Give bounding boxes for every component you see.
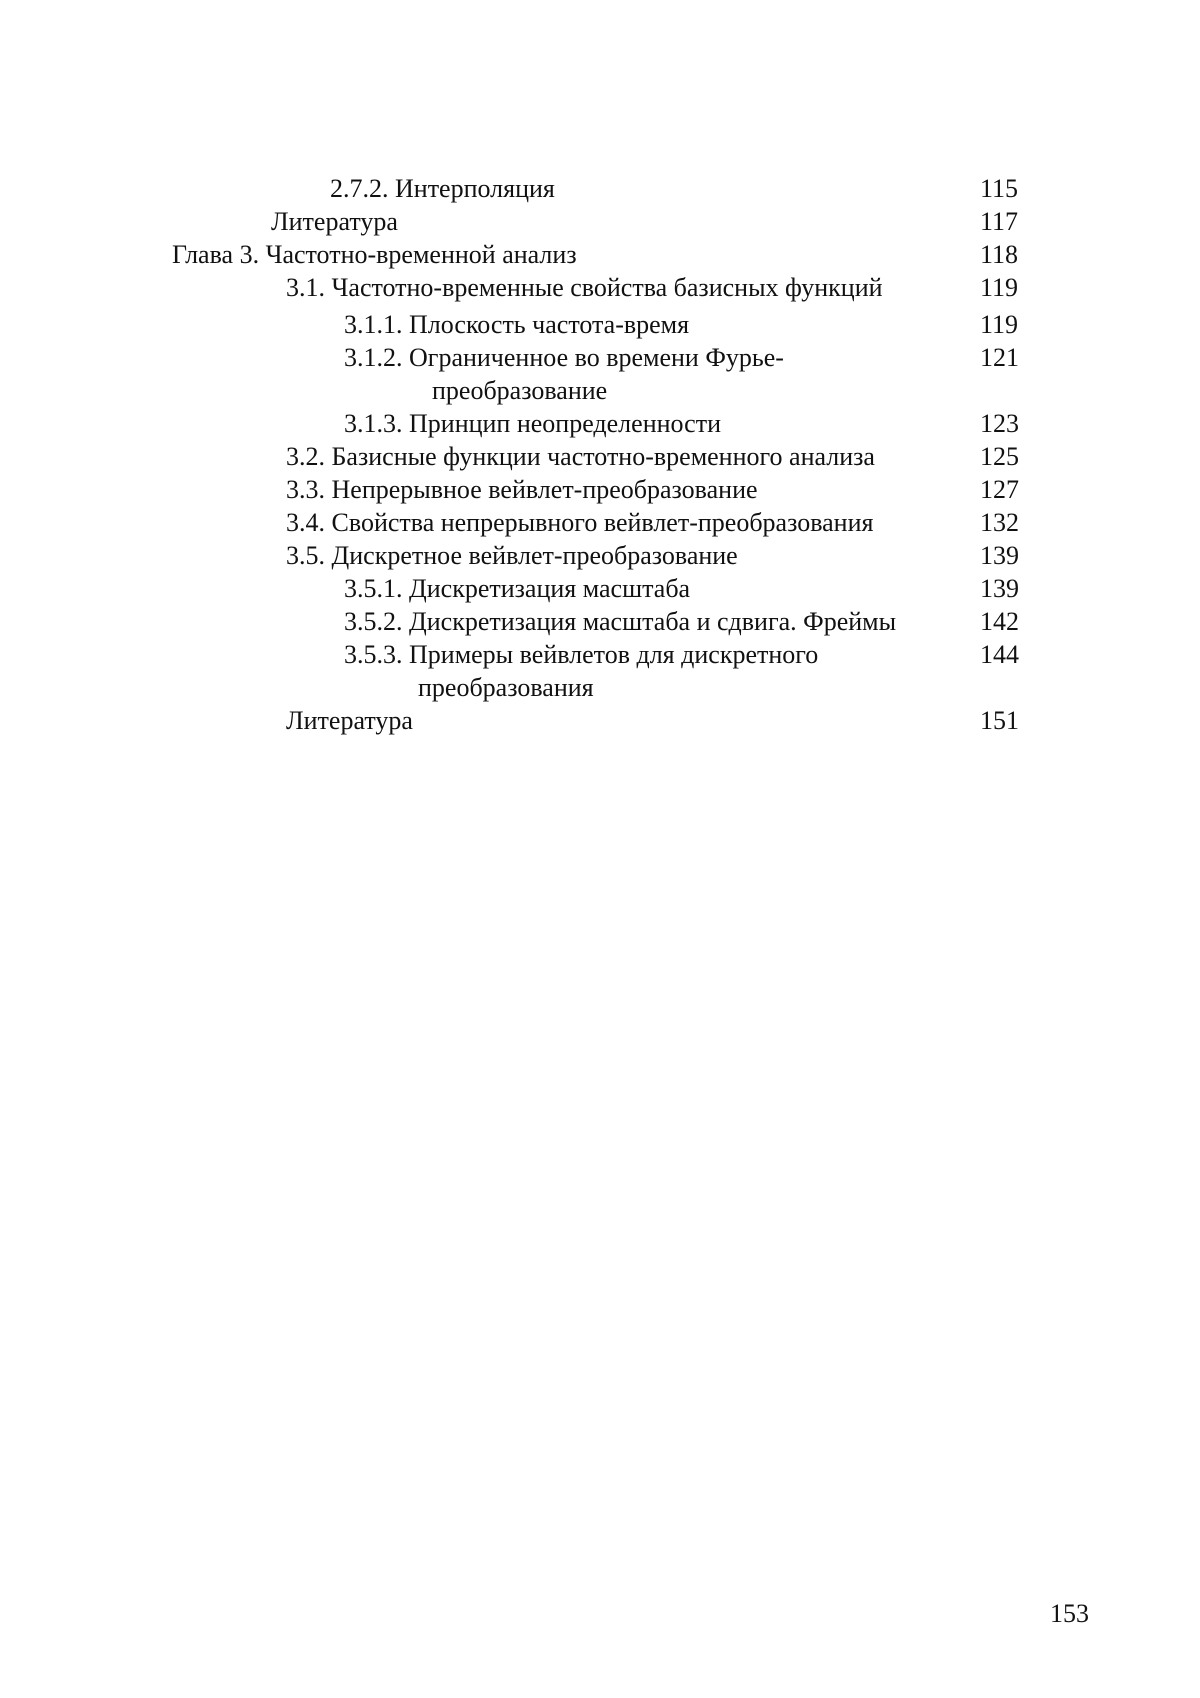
toc-entry-title: Литература bbox=[286, 706, 413, 735]
toc-entry-title: 3.1. Частотно-временные свойства базисных функций bbox=[286, 273, 883, 302]
toc-entry-title: 3.5.1. Дискретизация масштаба bbox=[344, 574, 691, 603]
toc-entry-page: 127 bbox=[980, 475, 1019, 504]
toc-entry-title: 3.1.2. Ограниченное во времени Фурье- bbox=[344, 343, 784, 372]
toc-entry-title: 3.4. Свойства непрерывного вейвлет-преобразования bbox=[286, 508, 874, 537]
toc-entry-page: 121 bbox=[980, 343, 1019, 372]
toc-entry-page: 118 bbox=[980, 240, 1019, 269]
toc-entry-title: 2.7.2. Интерполяция bbox=[330, 174, 555, 203]
toc-entry-title: Литература bbox=[271, 207, 398, 236]
toc-entry-title: Глава 3. Частотно-временной анализ bbox=[172, 240, 577, 269]
toc-entry-title-continuation: преобразования bbox=[418, 673, 594, 702]
toc-entry-page: 119 bbox=[980, 310, 1019, 339]
toc-entry-page: 139 bbox=[980, 574, 1019, 603]
toc-entry-page: 139 bbox=[980, 541, 1019, 570]
toc-entry-page: 117 bbox=[980, 207, 1019, 236]
toc-entry-page: 142 bbox=[980, 607, 1019, 636]
toc-entry-title: 3.5.3. Примеры вейвлетов для дискретного bbox=[344, 640, 819, 669]
toc-entry-title: 3.5.2. Дискретизация масштаба и сдвига. Фреймы bbox=[344, 607, 897, 636]
toc-entry-page: 144 bbox=[980, 640, 1019, 669]
toc-entry-page: 125 bbox=[980, 442, 1019, 471]
toc-entry-page: 115 bbox=[980, 174, 1019, 203]
toc-entry-title: 3.5. Дискретное вейвлет-преобразование bbox=[286, 541, 738, 570]
toc-entry-page: 119 bbox=[980, 273, 1019, 302]
page-number: 153 bbox=[1050, 1599, 1089, 1628]
toc-entry-title-continuation: преобразование bbox=[432, 376, 608, 405]
toc-entry-page: 132 bbox=[980, 508, 1019, 537]
toc-entry-title: 3.1.1. Плоскость частота-время bbox=[344, 310, 690, 339]
toc-entry-title: 3.2. Базисные функции частотно-временного анализа bbox=[286, 442, 875, 471]
toc-entry-title: 3.1.3. Принцип неопределенности bbox=[344, 409, 721, 438]
toc-entry-page: 151 bbox=[980, 706, 1019, 735]
toc-entry-title: 3.3. Непрерывное вейвлет-преобразование bbox=[286, 475, 758, 504]
toc-entry-page: 123 bbox=[980, 409, 1019, 438]
